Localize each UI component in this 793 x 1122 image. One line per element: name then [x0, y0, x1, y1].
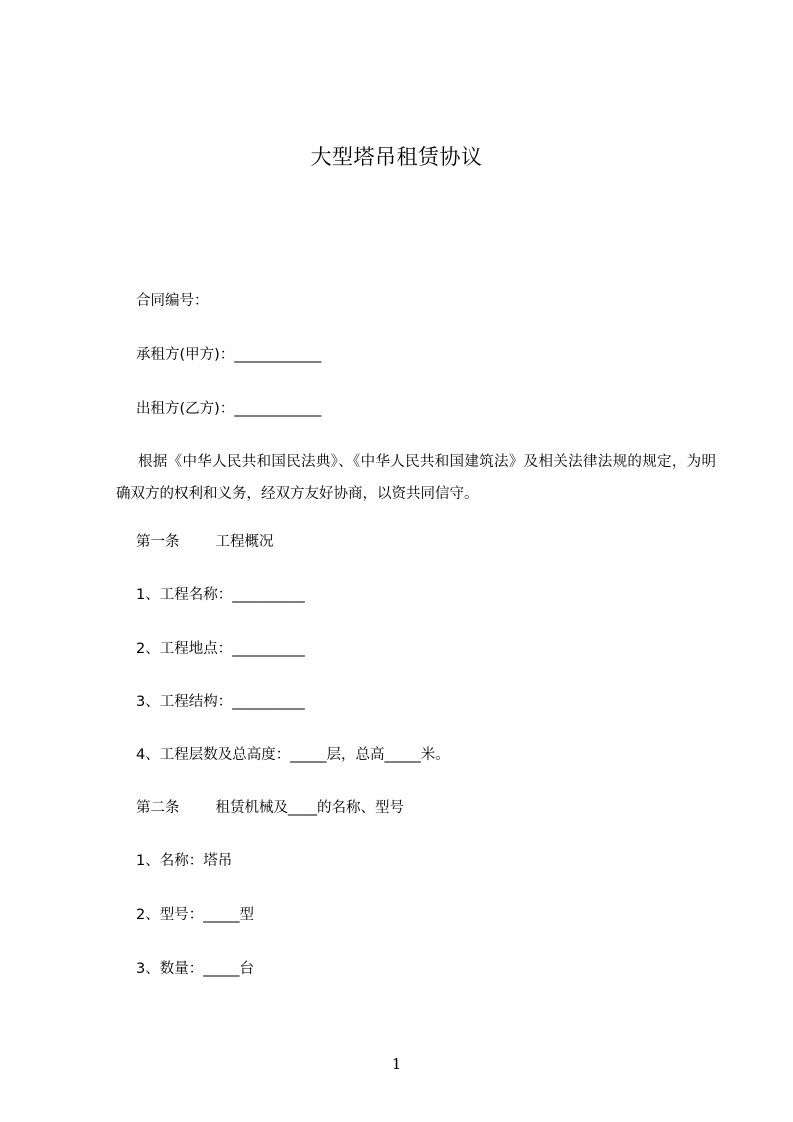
article-2-heading	[136, 798, 404, 818]
article-1-number: 第一条	[136, 534, 180, 550]
article-1-item: 2、工程地点：__________	[136, 641, 305, 657]
article-1-title: 工程概况	[215, 534, 274, 550]
article-1-item: 1、工程名称：__________	[136, 587, 305, 603]
article-1-heading	[136, 532, 274, 552]
preamble-paragraph: 根据《中华人民共和国民法典》、《中华人民共和国建筑法》及相关法律法规的规定，为明确双方的权利和义务，经双方友好协商，以资共同信守。	[116, 454, 716, 502]
article-1-item: 3、工程结构：__________	[136, 694, 305, 710]
article-2-number: 第二条	[136, 800, 180, 816]
article-2-item: 2、型号：_____型	[136, 907, 254, 923]
article-1-item: 4、工程层数及总高度：_____层，总高_____米。	[136, 747, 450, 763]
contract-number-label: 合同编号：	[136, 293, 209, 309]
page-number: 1	[391, 1055, 402, 1073]
article-2-title: 租赁机械及____的名称、型号	[215, 800, 404, 816]
article-2-item: 3、数量：_____台	[136, 961, 254, 977]
document-title: 大型塔吊租赁协议	[310, 145, 483, 169]
article-2-item: 1、名称：塔吊	[136, 853, 233, 869]
lessor-line: 出租方(乙方)：____________	[136, 401, 322, 417]
lessee-line: 承租方(甲方)：____________	[136, 347, 322, 363]
